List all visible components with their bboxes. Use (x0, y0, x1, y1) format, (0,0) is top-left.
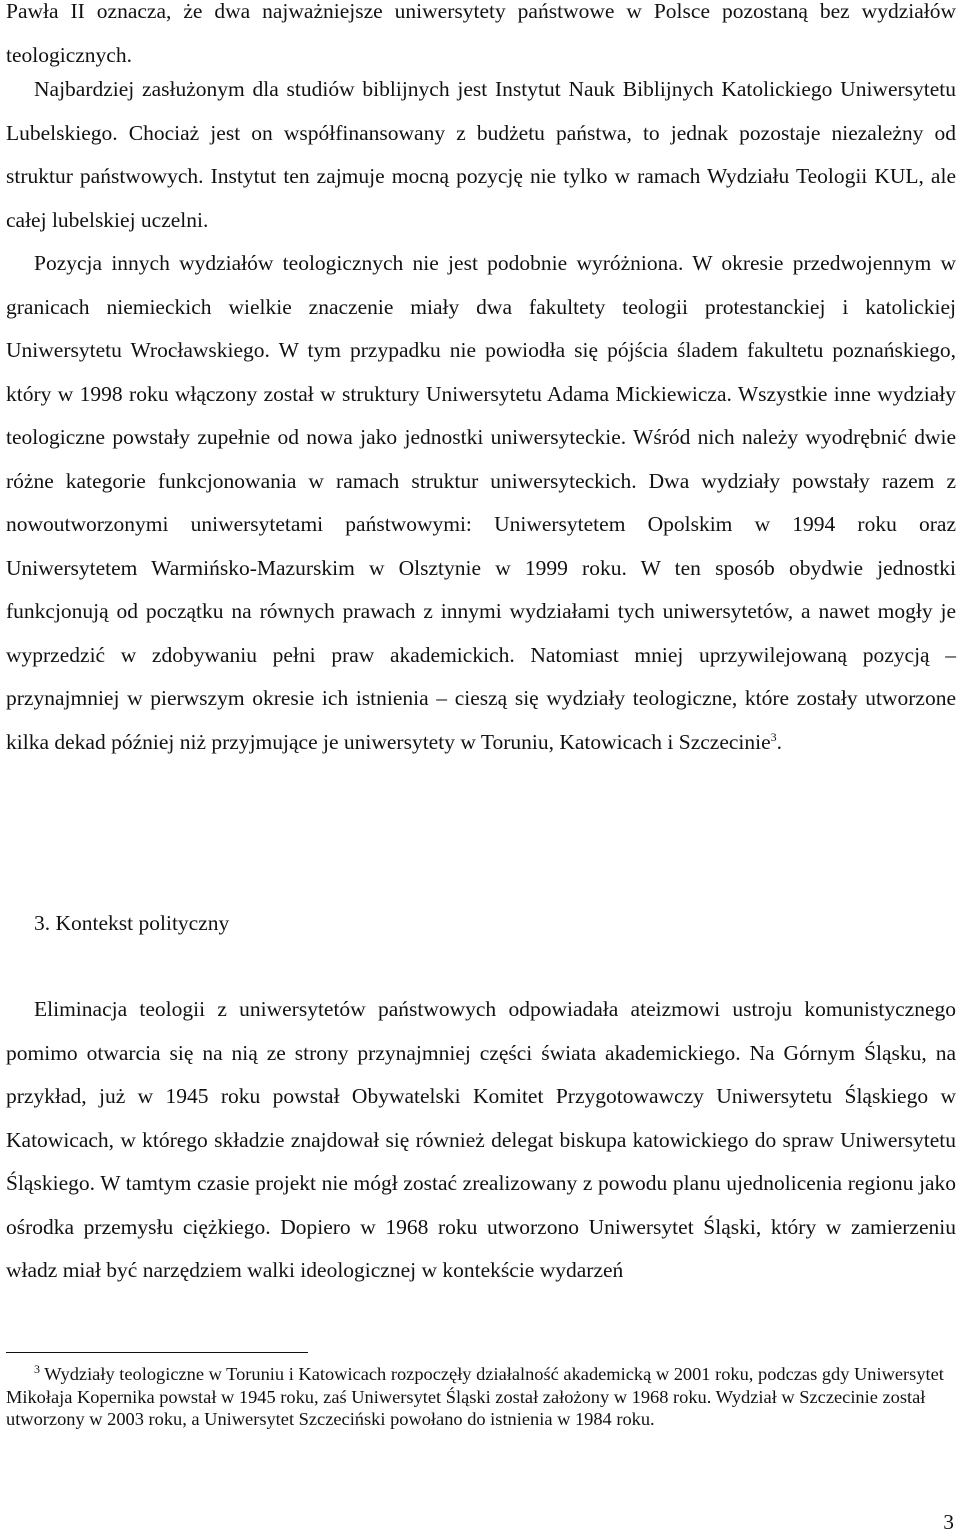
paragraph-other-faculties (6, 242, 956, 764)
footnote-marker: 3 (34, 1361, 40, 1376)
footnote-separator (6, 1352, 308, 1353)
paragraph-continuation: Pawła II oznacza, że dwa najważniejsze uniwersytety państwowe w Polsce pozostaną bez wydziałów teologicznych. (6, 0, 956, 67)
paragraph-end: . (776, 729, 783, 754)
page-number: 3 (943, 1510, 954, 1534)
section-heading: 3. Kontekst polityczny (34, 911, 230, 935)
footnote-text: Wydziały teologiczne w Toruniu i Katowicach rozpoczęły działalność akademicką w 2001 roku, podczas gdy Uniwersytet Mikołaja Kopernika powstał w 1945 roku, zaś Uniwersytet Śląski został założony w 1968 roku. Wydział w Szczecinie został utworzony w 2003 roku, a Uniwersytet Szczeciński powołano do istnienia w 1984 roku. (6, 1364, 944, 1429)
paragraph-text: Pozycja innych wydziałów teologicznych nie jest podobnie wyróżniona. W okresie przedwojennym w granicach niemieckich wielkie znaczenie miały dwa fakultety teologii protestanckiej i katolickiej Uniwersytetu Wrocławskiego. W tym przypadku nie powiodła się pójścia śladem fakultetu poznańskiego, który w 1998 roku włączony został w struktury Uniwersytetu Adama Mickiewicza. Wszystkie inne wydziały teologiczne powstały zupełnie od nowa jako jednostki uniwersyteckie. Wśród nich należy wyodrębnić dwie różne kategorie funkcjonowania w ramach struktur uniwersyteckich. Dwa wydziały powstały razem z nowoutworzonymi uniwersytetami państwowymi: Uniwersytetem Opolskim w 1994 roku oraz Uniwersytetem Warmińsko-Mazurskim w Olsztynie w 1999 roku. W ten sposób obydwie jednostki funkcjonują od początku na równych prawach z innymi wydziałami tych uniwersytetów, a nawet mogły je wyprzedzić w zdobywaniu pełni praw akademickich. Natomiast mniej uprzywilejowaną pozycją – przynajmniej w pierwszym okresie ich istnienia – cieszą się wydziały teologiczne, które zostały utworzone kilka dekad później niż przyjmujące je uniwersytety w Toruniu, Katowicach i Szczecinie (6, 251, 956, 754)
paragraph-biblical-institute: Najbardziej zasłużonym dla studiów biblijnych jest Instytut Nauk Biblijnych Katolickiego Uniwersytetu Lubelskiego. Chociaż jest on współfinansowany z budżetu państwa, to jednak pozostaje niezależny od struktur państwowych. Instytut ten zajmuje mocną pozycję nie tylko w ramach Wydziału Teologii KUL, ale całej lubelskiej uczelni. (6, 77, 956, 232)
paragraph-political-context: Eliminacja teologii z uniwersytetów państwowych odpowiadała ateizmowi ustroju komunistycznego pomimo otwarcia się na nią ze strony przynajmniej części świata akademickiego. Na Górnym Śląsku, na przykład, już w 1945 roku powstał Obywatelski Komitet Przygotowawczy Uniwersytetu Śląskiego w Katowicach, w którego składzie znajdował się również delegat biskupa katowickiego do spraw Uniwersytetu Śląskiego. W tamtym czasie projekt nie mógł zostać zrealizowany z powodu planu ujednolicenia regionu jako ośrodka przemysłu ciężkiego. Dopiero w 1968 roku utworzono Uniwersytet Śląski, który w zamierzeniu władz miał być narzędziem walki ideologicznej w kontekście wydarzeń (6, 997, 956, 1282)
footnote (6, 1363, 946, 1431)
footnote-reference[interactable]: 3 (770, 729, 777, 744)
